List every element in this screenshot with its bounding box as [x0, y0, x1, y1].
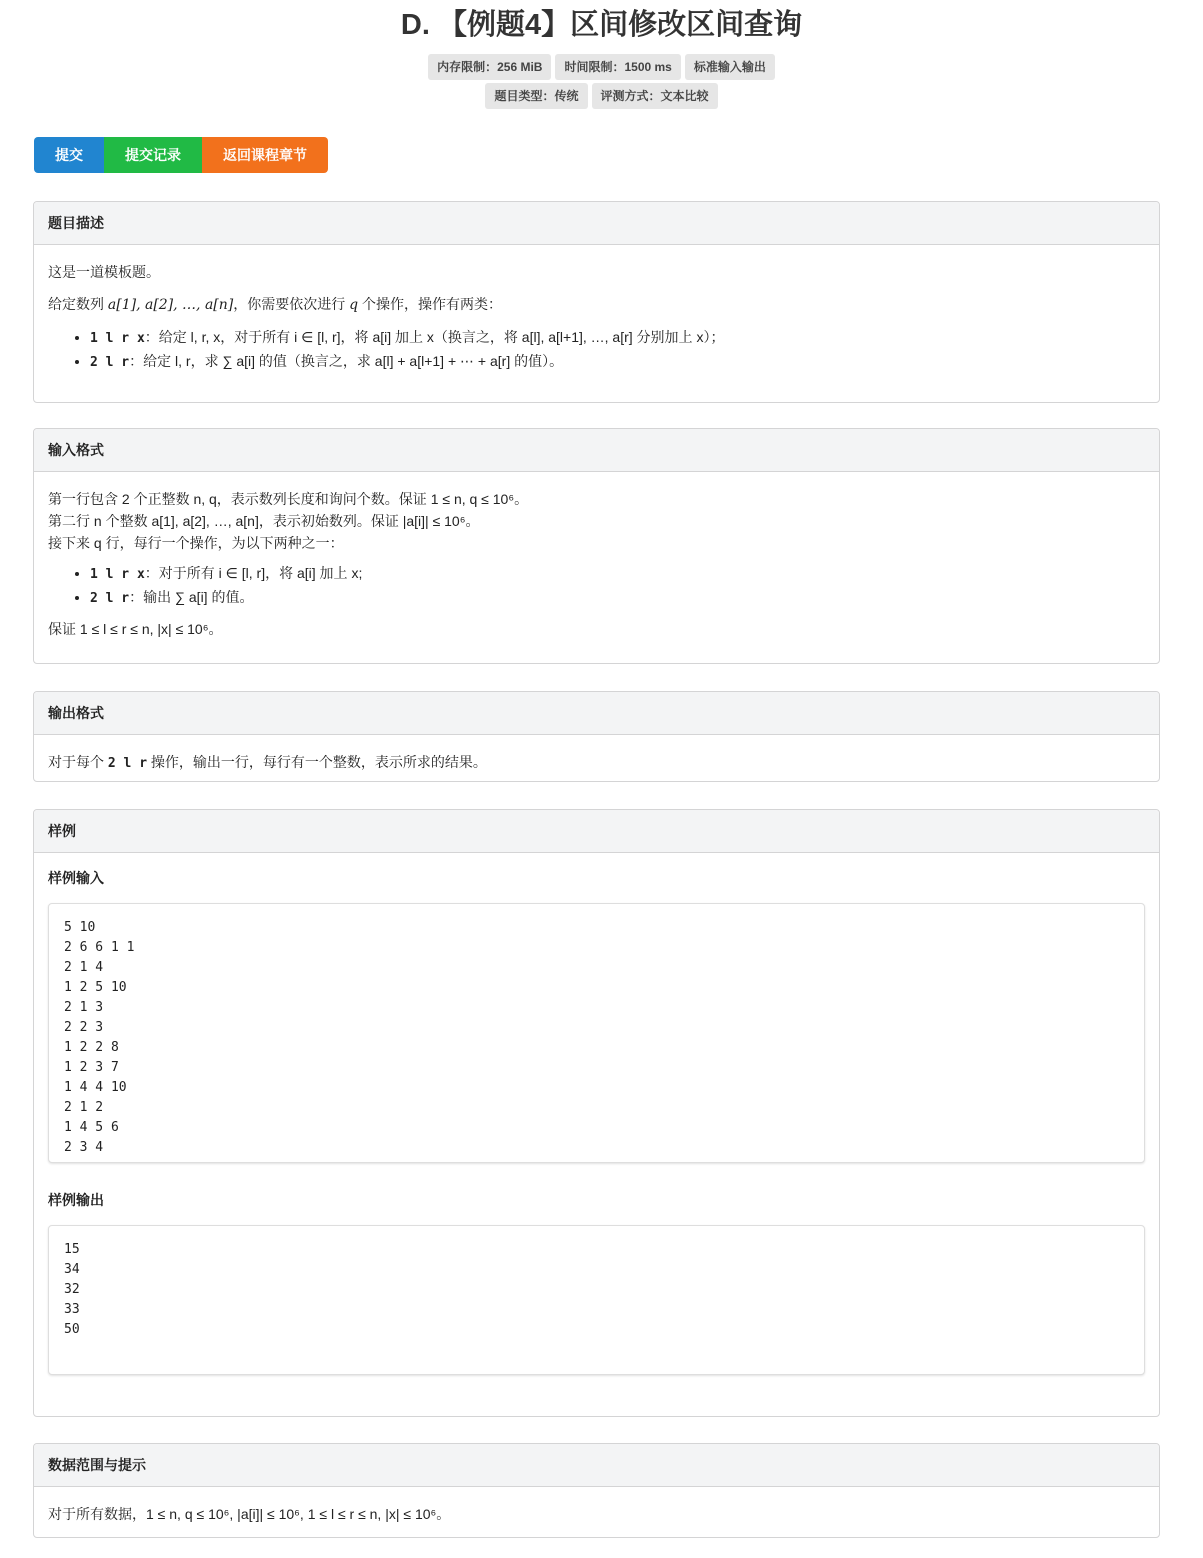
- op2-text: ：给定 l, r，求 ∑ a[i] 的值（换言之，求 a[l] + a[l+1] + ⋯ + a[r] 的值）。: [129, 353, 564, 369]
- description-body: [34, 245, 1159, 398]
- operation-list: [48, 326, 1145, 374]
- list-item: [90, 562, 1145, 586]
- action-button-group: [34, 137, 1203, 173]
- output-op-code: 2 l r: [107, 756, 148, 771]
- submission-records-button[interactable]: 提交记录: [104, 137, 202, 173]
- list-item: [90, 326, 1145, 350]
- time-limit-badge: 时间限制：1500 ms: [555, 54, 680, 80]
- input-line-3: 接下来 q 行，每行一个操作，为以下两种之一：: [48, 535, 344, 551]
- samples-body: [34, 853, 1159, 1391]
- back-to-chapter-button[interactable]: 返回课程章节: [202, 137, 328, 173]
- submit-button[interactable]: 提交: [34, 137, 104, 173]
- input-operation-list: [48, 562, 1145, 610]
- input-format-panel: [33, 428, 1160, 664]
- problem-type-badge: 题目类型：传统: [485, 83, 587, 109]
- hints-body: 对于所有数据，1 ≤ n, q ≤ 10⁶, |a[i]| ≤ 10⁶, 1 ≤ l ≤ r ≤ n, |x| ≤ 10⁶。: [48, 1506, 451, 1522]
- op1-code: 1 l r x: [90, 331, 145, 346]
- memory-limit-badge: 内存限制：256 MiB: [428, 54, 551, 80]
- input-guarantee: 保证 1 ≤ l ≤ r ≤ n, |x| ≤ 10⁶。: [48, 621, 223, 637]
- sample-output-title: 样例输出: [48, 1192, 104, 1208]
- input-op2-text: ：输出 ∑ a[i] 的值。: [129, 589, 254, 605]
- sample-input-block[interactable]: 5 10 2 6 6 1 1 2 1 4 1 2 5 10 2 1 3 2 2 3 1 2 2 8 1 2 3 7 1 4 4 10 2 1 2 1 4 5 6 2 3 4: [48, 903, 1145, 1163]
- output-format-header: 输出格式: [34, 692, 1159, 735]
- hints-panel: [33, 1443, 1160, 1538]
- limit-tags: [0, 54, 1203, 80]
- sample-output-block[interactable]: 15 34 32 33 50: [48, 1225, 1145, 1375]
- input-op1-text: ：对于所有 i ∈ [l, r]，将 a[i] 加上 x;: [144, 565, 363, 581]
- list-item: [90, 586, 1145, 610]
- input-op1-code: 1 l r x: [90, 567, 145, 582]
- description-intro: 这是一道模板题。: [48, 264, 160, 280]
- output-format-panel: [33, 691, 1160, 782]
- input-format-body: [34, 472, 1159, 656]
- samples-panel: [33, 809, 1160, 1417]
- sequence-math: a[1], a[2], …, a[n]: [107, 297, 234, 313]
- judge-method-badge: 评测方式：文本比较: [592, 83, 718, 109]
- page-title: D. 【例题4】区间修改区间查询: [400, 9, 803, 41]
- input-line-1: 第一行包含 2 个正整数 n, q，表示数列长度和询问个数。保证 1 ≤ n, q ≤ 10⁶。: [48, 491, 529, 507]
- output-format-body: 对于每个 2 l r 操作，输出一行，每行有一个整数，表示所求的结果。: [48, 754, 487, 771]
- description-header: 题目描述: [34, 202, 1159, 245]
- input-line-2: 第二行 n 个整数 a[1], a[2], …, a[n]，表示初始数列。保证 |a[i]| ≤ 10⁶。: [48, 513, 480, 529]
- sample-input-title: 样例输入: [48, 870, 104, 886]
- op1-text: ：给定 l, r, x，对于所有 i ∈ [l, r]，将 a[i] 加上 x（换言之，将 a[l], a[l+1], …, a[r] 分别加上 x）；: [144, 329, 725, 345]
- input-format-header: 输入格式: [34, 429, 1159, 472]
- input-op2-code: 2 l r: [90, 591, 130, 606]
- samples-header: 样例: [34, 810, 1159, 853]
- op2-code: 2 l r: [90, 355, 130, 370]
- list-item: [90, 350, 1145, 374]
- description-panel: [33, 201, 1160, 403]
- description-sequence: 给定数列 a[1], a[2], …, a[n]，你需要依次进行 q 个操作，操作有两类：: [48, 296, 502, 313]
- io-badge: 标准输入输出: [685, 54, 775, 80]
- type-tags: [0, 83, 1203, 109]
- hints-header: 数据范围与提示: [34, 1444, 1159, 1487]
